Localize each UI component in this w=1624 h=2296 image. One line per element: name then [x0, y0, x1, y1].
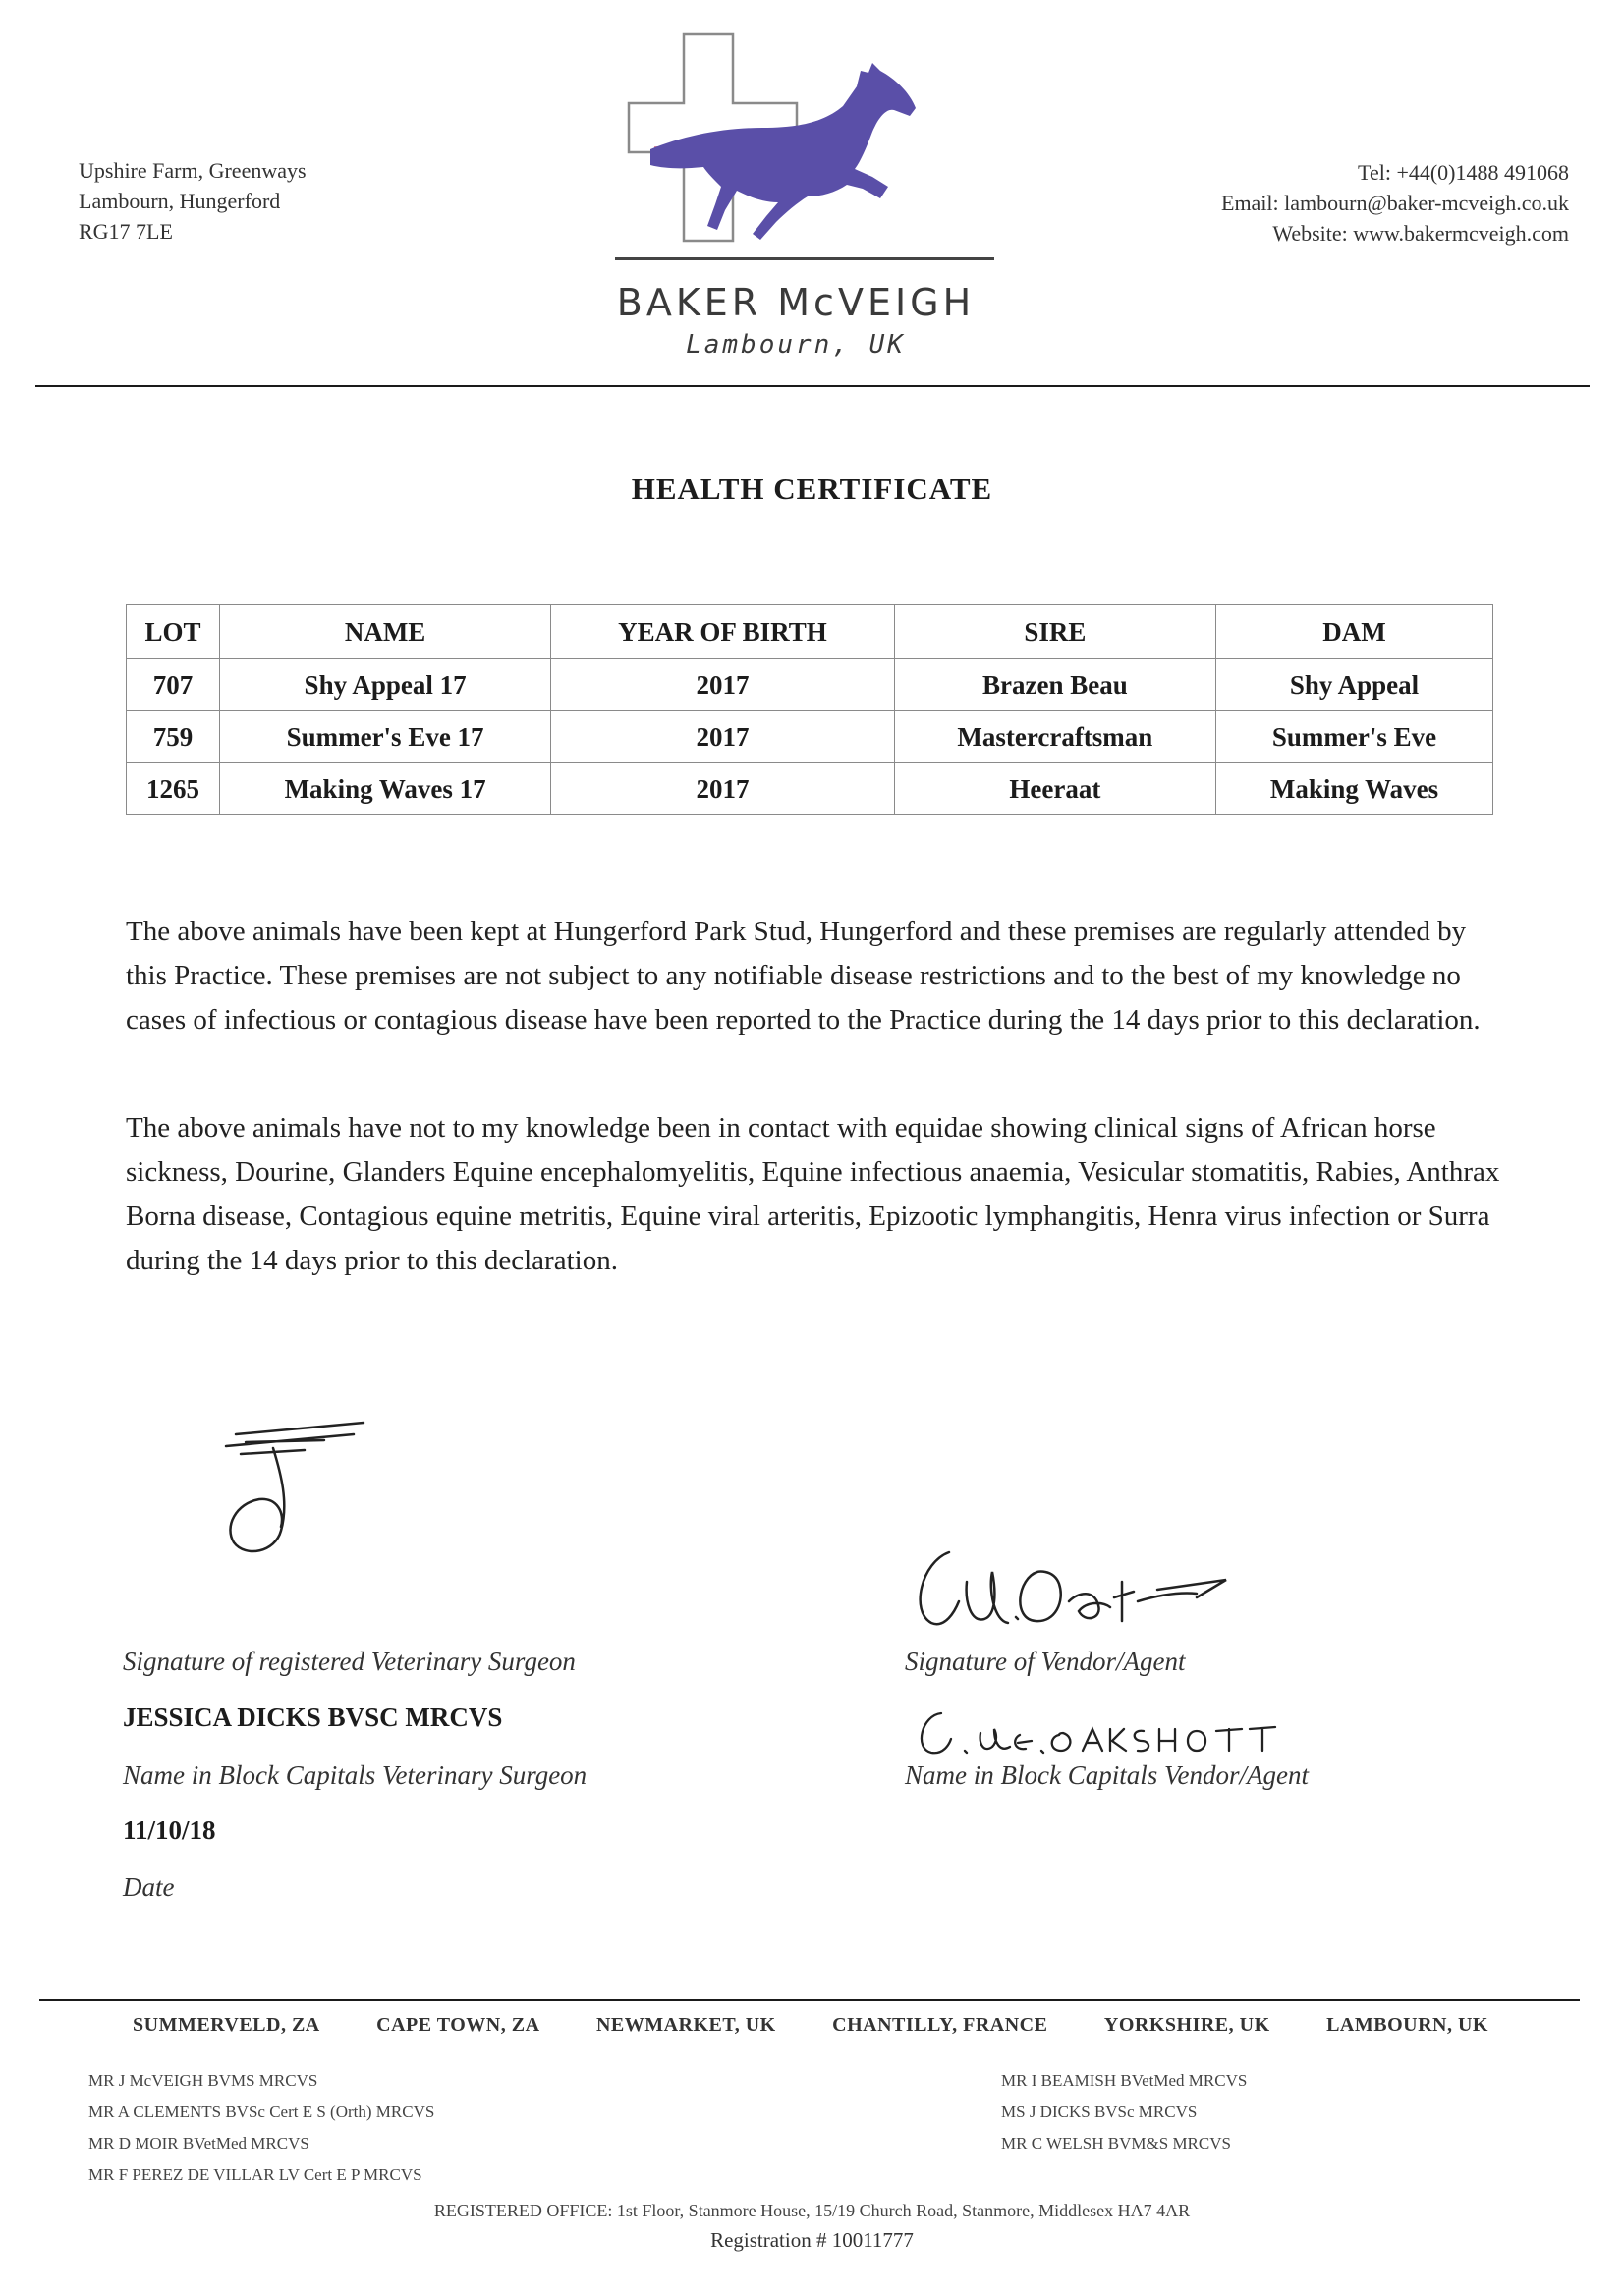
brand-name: BAKER McVEIGH: [616, 281, 976, 324]
cell-lot: 1265: [127, 763, 220, 815]
office-locations: [133, 2014, 1488, 2037]
vet-signature-icon: [187, 1405, 383, 1582]
staff-list-right: [1001, 2065, 1247, 2159]
agent-signature-label: Signature of Vendor/Agent: [905, 1647, 1186, 1676]
registered-office: REGISTERED OFFICE: 1st Floor, Stanmore House, 15/19 Church Road, Stanmore, Middlesex HA7 4AR: [433, 2201, 1191, 2220]
location-item: CHANTILLY, FRANCE: [832, 2014, 1048, 2036]
cell-dam: Shy Appeal: [1215, 659, 1492, 711]
cell-year: 2017: [551, 763, 895, 815]
staff-item: MR F PEREZ DE VILLAR LV Cert E P MRCVS: [88, 2165, 422, 2184]
table-row: [127, 711, 1493, 763]
declaration-paragraph-disease: The above animals have not to my knowledge been in contact with equidae showing clinical signs of African horse sickness, Dourine, Glanders Equine encephalomyelitis, Equine infectious anaemia, Vesicular stomatitis, Rabies, Anthrax Borna disease, Contagious equine metritis, Equine viral arteritis, Epizootic lymphangitis, Henra virus infection or Surra during the 14 days prior to this declaration.: [126, 1112, 1500, 1276]
table-row: [127, 763, 1493, 815]
cell-year: 2017: [551, 711, 895, 763]
header-divider: [35, 385, 1590, 387]
practice-contact: [1221, 157, 1569, 249]
header-lot: LOT: [127, 605, 220, 659]
vet-name-label: Name in Block Capitals Veterinary Surgeon: [123, 1761, 588, 1790]
horse-lot-table: [126, 604, 1493, 815]
table-row: [127, 659, 1493, 711]
brand-location: Lambourn, UK: [686, 330, 906, 360]
vet-signature-label: Signature of registered Veterinary Surgeon: [123, 1647, 576, 1676]
contact-website: Website: www.bakermcveigh.com: [1272, 221, 1569, 246]
contact-phone: Tel: +44(0)1488 491068: [1358, 160, 1569, 185]
cell-sire: Heeraat: [894, 763, 1215, 815]
staff-item: MR I BEAMISH BVetMed MRCVS: [1001, 2071, 1248, 2090]
staff-item: MR C WELSH BVM&S MRCVS: [1001, 2134, 1231, 2153]
staff-list-left: [88, 2065, 434, 2191]
cell-lot: 759: [127, 711, 220, 763]
address-line: RG17 7LE: [79, 219, 173, 244]
header-year-of-birth: YEAR OF BIRTH: [551, 605, 895, 659]
staff-item: MS J DICKS BVSc MRCVS: [1001, 2102, 1198, 2121]
declaration-paragraph-premises: The above animals have been kept at Hungerford Park Stud, Hungerford and these premises are regularly attended by this Practice. These premises are not subject to any notifiable disease restrictions and to the best of my knowledge no cases of infectious or contagious disease have been reported to the Practice during the 14 days prior to this declaration.: [126, 916, 1481, 1036]
cell-sire: Mastercraftsman: [894, 711, 1215, 763]
table-header-row: [127, 605, 1493, 659]
staff-item: MR D MOIR BVetMed MRCVS: [88, 2134, 309, 2153]
vet-name: JESSICA DICKS BVSC MRCVS: [123, 1703, 503, 1732]
agent-name-label: Name in Block Capitals Vendor/Agent: [905, 1761, 1309, 1790]
location-item: NEWMARKET, UK: [595, 2014, 776, 2036]
signature-date: 11/10/18: [123, 1816, 216, 1845]
horse-cross-logo-icon: [615, 29, 994, 275]
header-sire: SIRE: [894, 605, 1215, 659]
cell-name: Shy Appeal 17: [219, 659, 550, 711]
cell-year: 2017: [551, 659, 895, 711]
address-line: Lambourn, Hungerford: [79, 189, 281, 213]
location-item: LAMBOURN, UK: [1326, 2014, 1488, 2036]
registration-number: Registration # 10011777: [710, 2228, 914, 2252]
cell-dam: Summer's Eve: [1215, 711, 1492, 763]
agent-handwritten-name-icon: [902, 1700, 1315, 1768]
cell-dam: Making Waves: [1215, 763, 1492, 815]
location-item: SUMMERVELD, ZA: [133, 2014, 320, 2036]
address-line: Upshire Farm, Greenways: [79, 158, 307, 183]
date-label: Date: [123, 1873, 175, 1902]
contact-email: Email: lambourn@baker-mcveigh.co.uk: [1221, 191, 1569, 215]
staff-item: MR A CLEMENTS BVSc Cert E S (Orth) MRCVS: [88, 2102, 435, 2121]
practice-address: [79, 155, 307, 247]
cell-name: Making Waves 17: [219, 763, 550, 815]
footer-divider: [39, 1999, 1580, 2001]
location-item: CAPE TOWN, ZA: [376, 2014, 540, 2036]
document-title: HEALTH CERTIFICATE: [631, 472, 993, 506]
agent-signature-icon: [902, 1533, 1256, 1641]
header-name: NAME: [219, 605, 550, 659]
cell-name: Summer's Eve 17: [219, 711, 550, 763]
cell-lot: 707: [127, 659, 220, 711]
header-dam: DAM: [1215, 605, 1492, 659]
staff-item: MR J McVEIGH BVMS MRCVS: [88, 2071, 318, 2090]
cell-sire: Brazen Beau: [894, 659, 1215, 711]
location-item: YORKSHIRE, UK: [1103, 2014, 1270, 2036]
